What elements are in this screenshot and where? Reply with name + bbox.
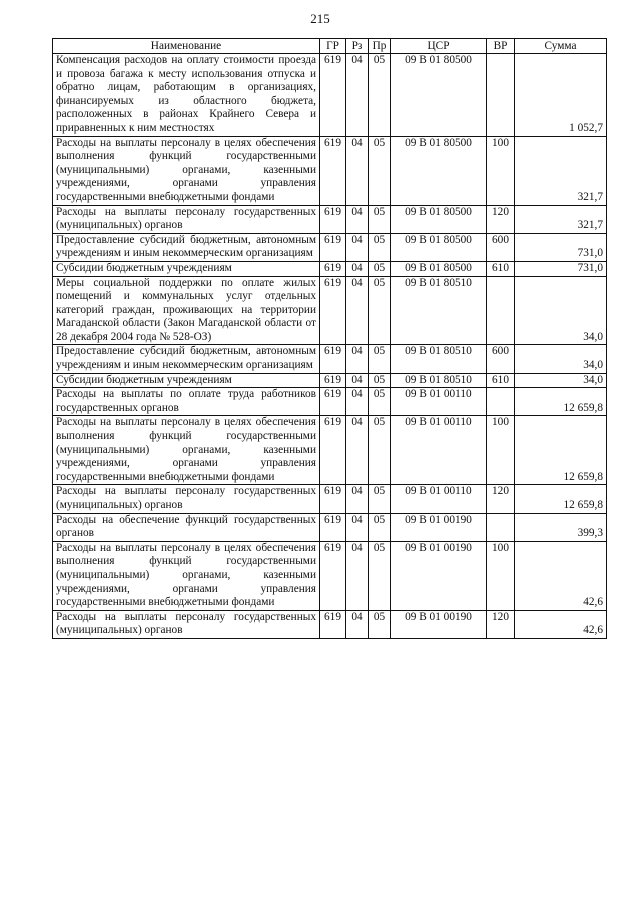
table-row bbox=[53, 205, 607, 233]
cell-pr: 05 bbox=[369, 610, 391, 638]
cell-sum: 12 659,8 bbox=[515, 388, 607, 416]
cell-sum: 42,6 bbox=[515, 610, 607, 638]
cell-pr: 05 bbox=[369, 54, 391, 137]
cell-vr: 600 bbox=[487, 345, 515, 373]
cell-rz: 04 bbox=[346, 373, 369, 388]
page-number: 215 bbox=[310, 11, 330, 26]
cell-vr bbox=[487, 54, 515, 137]
cell-gr: 619 bbox=[320, 261, 346, 276]
table-row bbox=[53, 388, 607, 416]
table-row bbox=[53, 233, 607, 261]
cell-gr: 619 bbox=[320, 276, 346, 345]
cell-rz: 04 bbox=[346, 388, 369, 416]
cell-csr: 09 В 01 80500 bbox=[391, 233, 487, 261]
budget-table bbox=[52, 38, 607, 639]
cell-name: Расходы на выплаты персоналу государственных (муниципальных) органов bbox=[53, 205, 320, 233]
cell-pr: 05 bbox=[369, 233, 391, 261]
cell-csr: 09 В 01 00110 bbox=[391, 485, 487, 513]
header-gr: ГР bbox=[320, 39, 346, 54]
cell-sum: 731,0 bbox=[515, 261, 607, 276]
header-pr: Пр bbox=[369, 39, 391, 54]
cell-vr: 610 bbox=[487, 261, 515, 276]
cell-gr: 619 bbox=[320, 485, 346, 513]
cell-rz: 04 bbox=[346, 610, 369, 638]
header-name: Наименование bbox=[53, 39, 320, 54]
cell-name: Расходы на выплаты персоналу в целях обеспечения выполнения функций государственными (муниципальными) органами, казенными учреждениями, органами управления государственными внебюджетными фондами bbox=[53, 416, 320, 485]
cell-rz: 04 bbox=[346, 485, 369, 513]
cell-rz: 04 bbox=[346, 345, 369, 373]
cell-vr bbox=[487, 513, 515, 541]
cell-csr: 09 В 01 00190 bbox=[391, 513, 487, 541]
table-row bbox=[53, 276, 607, 345]
cell-csr: 09 В 01 00110 bbox=[391, 416, 487, 485]
header-vr: ВР bbox=[487, 39, 515, 54]
cell-vr: 610 bbox=[487, 373, 515, 388]
cell-csr: 09 В 01 80500 bbox=[391, 136, 487, 205]
cell-sum: 399,3 bbox=[515, 513, 607, 541]
cell-pr: 05 bbox=[369, 345, 391, 373]
cell-gr: 619 bbox=[320, 345, 346, 373]
cell-sum: 34,0 bbox=[515, 345, 607, 373]
cell-vr: 600 bbox=[487, 233, 515, 261]
cell-name: Субсидии бюджетным учреждениям bbox=[53, 373, 320, 388]
cell-sum: 42,6 bbox=[515, 541, 607, 610]
cell-name: Меры социальной поддержки по оплате жилых помещений и коммунальных услуг отдельных категорий граждан, проживающих на территории Магаданской области (Закон Магаданской области от 28 декабря 2004 года № 528-ОЗ) bbox=[53, 276, 320, 345]
cell-name: Расходы на обеспечение функций государственных органов bbox=[53, 513, 320, 541]
cell-csr: 09 В 01 80500 bbox=[391, 205, 487, 233]
cell-rz: 04 bbox=[346, 136, 369, 205]
cell-name: Расходы на выплаты по оплате труда работников государственных органов bbox=[53, 388, 320, 416]
cell-rz: 04 bbox=[346, 513, 369, 541]
table-row bbox=[53, 373, 607, 388]
cell-rz: 04 bbox=[346, 233, 369, 261]
cell-pr: 05 bbox=[369, 541, 391, 610]
header-csr: ЦСР bbox=[391, 39, 487, 54]
cell-pr: 05 bbox=[369, 485, 391, 513]
cell-gr: 619 bbox=[320, 136, 346, 205]
header-rz: Рз bbox=[346, 39, 369, 54]
cell-rz: 04 bbox=[346, 54, 369, 137]
cell-sum: 321,7 bbox=[515, 136, 607, 205]
cell-name: Расходы на выплаты персоналу в целях обеспечения выполнения функций государственными (муниципальными) органами, казенными учреждениями, органами управления государственными внебюджетными фондами bbox=[53, 541, 320, 610]
table-row bbox=[53, 136, 607, 205]
cell-gr: 619 bbox=[320, 513, 346, 541]
cell-name: Предоставление субсидий бюджетным, автономным учреждениям и иным некоммерческим организациям bbox=[53, 233, 320, 261]
cell-rz: 04 bbox=[346, 261, 369, 276]
cell-csr: 09 В 01 00110 bbox=[391, 388, 487, 416]
cell-pr: 05 bbox=[369, 416, 391, 485]
cell-pr: 05 bbox=[369, 136, 391, 205]
cell-sum: 731,0 bbox=[515, 233, 607, 261]
cell-rz: 04 bbox=[346, 276, 369, 345]
cell-csr: 09 В 01 80500 bbox=[391, 261, 487, 276]
cell-csr: 09 В 01 80510 bbox=[391, 345, 487, 373]
cell-name: Предоставление субсидий бюджетным, автономным учреждениям и иным некоммерческим организациям bbox=[53, 345, 320, 373]
cell-gr: 619 bbox=[320, 205, 346, 233]
cell-vr: 120 bbox=[487, 485, 515, 513]
cell-vr: 100 bbox=[487, 136, 515, 205]
table-row bbox=[53, 485, 607, 513]
table-row bbox=[53, 513, 607, 541]
cell-sum: 12 659,8 bbox=[515, 416, 607, 485]
cell-vr: 120 bbox=[487, 610, 515, 638]
table-row bbox=[53, 261, 607, 276]
cell-pr: 05 bbox=[369, 276, 391, 345]
cell-name: Компенсация расходов на оплату стоимости проезда и провоза багажа к месту использования отпуска и обратно лицам, работающим в организациях, финансируемых из областного бюджета, расположенных в районах Крайнего Севера и приравненных к ним местностях bbox=[53, 54, 320, 137]
cell-pr: 05 bbox=[369, 388, 391, 416]
cell-name: Расходы на выплаты персоналу в целях обеспечения выполнения функций государственными (муниципальными) органами, казенными учреждениями, органами управления государственными внебюджетными фондами bbox=[53, 136, 320, 205]
cell-csr: 09 В 01 80510 bbox=[391, 373, 487, 388]
cell-csr: 09 В 01 80510 bbox=[391, 276, 487, 345]
header-row bbox=[53, 39, 607, 54]
cell-gr: 619 bbox=[320, 54, 346, 137]
cell-gr: 619 bbox=[320, 233, 346, 261]
table-row bbox=[53, 541, 607, 610]
table-row bbox=[53, 345, 607, 373]
cell-vr: 100 bbox=[487, 416, 515, 485]
table-row bbox=[53, 610, 607, 638]
cell-gr: 619 bbox=[320, 610, 346, 638]
cell-csr: 09 В 01 80500 bbox=[391, 54, 487, 137]
cell-pr: 05 bbox=[369, 373, 391, 388]
cell-vr: 120 bbox=[487, 205, 515, 233]
cell-vr bbox=[487, 276, 515, 345]
cell-sum: 321,7 bbox=[515, 205, 607, 233]
cell-sum: 34,0 bbox=[515, 276, 607, 345]
cell-csr: 09 В 01 00190 bbox=[391, 541, 487, 610]
cell-csr: 09 В 01 00190 bbox=[391, 610, 487, 638]
header-sum: Сумма bbox=[515, 39, 607, 54]
cell-gr: 619 bbox=[320, 373, 346, 388]
cell-pr: 05 bbox=[369, 261, 391, 276]
table-row bbox=[53, 416, 607, 485]
cell-name: Расходы на выплаты персоналу государственных (муниципальных) органов bbox=[53, 485, 320, 513]
cell-gr: 619 bbox=[320, 388, 346, 416]
table-row bbox=[53, 54, 607, 137]
cell-pr: 05 bbox=[369, 513, 391, 541]
cell-vr bbox=[487, 388, 515, 416]
cell-rz: 04 bbox=[346, 541, 369, 610]
cell-gr: 619 bbox=[320, 541, 346, 610]
cell-name: Субсидии бюджетным учреждениям bbox=[53, 261, 320, 276]
cell-sum: 1 052,7 bbox=[515, 54, 607, 137]
cell-sum: 12 659,8 bbox=[515, 485, 607, 513]
cell-pr: 05 bbox=[369, 205, 391, 233]
cell-name: Расходы на выплаты персоналу государственных (муниципальных) органов bbox=[53, 610, 320, 638]
cell-sum: 34,0 bbox=[515, 373, 607, 388]
cell-vr: 100 bbox=[487, 541, 515, 610]
cell-rz: 04 bbox=[346, 205, 369, 233]
cell-rz: 04 bbox=[346, 416, 369, 485]
cell-gr: 619 bbox=[320, 416, 346, 485]
